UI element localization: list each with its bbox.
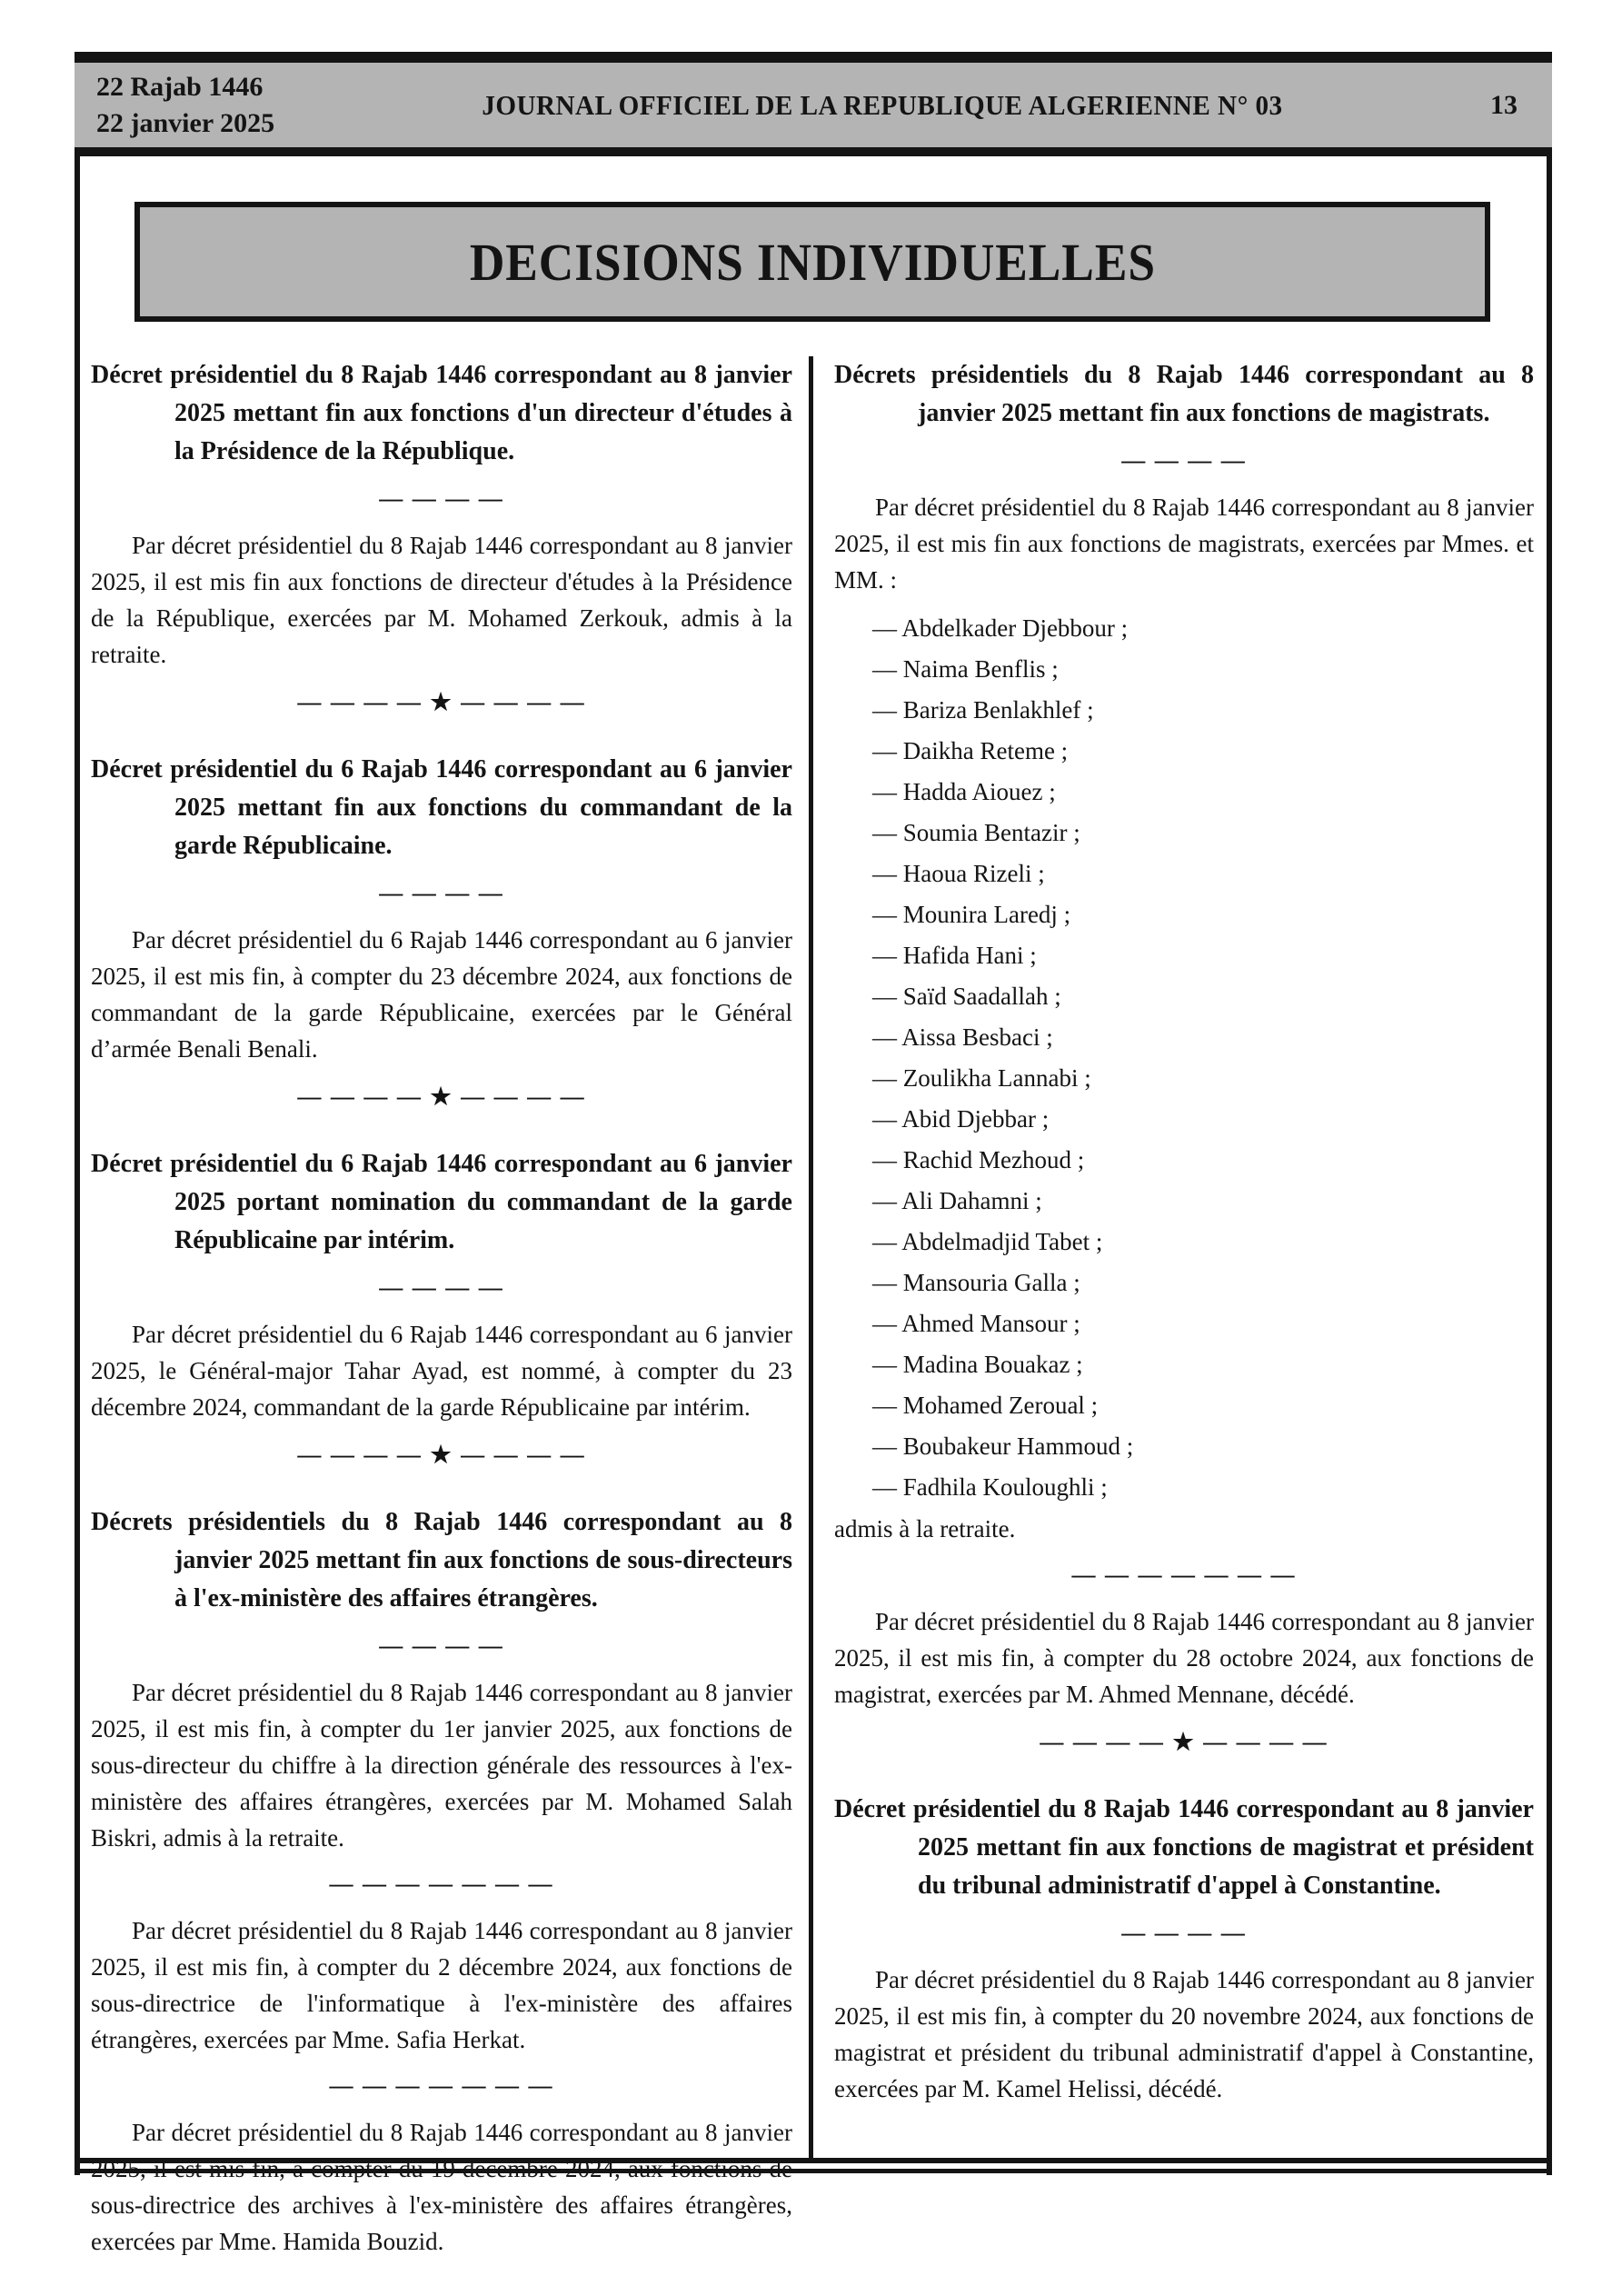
- decree-heading: Décret présidentiel du 6 Rajab 1446 correspondant au 6 janvier 2025 mettant fin aux fonctions du commandant de la garde Républicaine.: [91, 755, 792, 860]
- right-column: [834, 356, 1534, 2107]
- separator-dashes: — — — —: [379, 880, 504, 906]
- decree-paragraph: Par décret présidentiel du 8 Rajab 1446 correspondant au 8 janvier 2025, il est mis fin aux fonctions de directeur d'études à la Présidence de la République, exercées par M. Mohamed Zerkouk, admis à la retraite.: [91, 532, 792, 668]
- separator-dashes-long: — — — — — — —: [329, 2072, 554, 2099]
- separator-star: — — — — ★ — — — —: [297, 1442, 586, 1468]
- decree-paragraph: Par décret présidentiel du 8 Rajab 1446 correspondant au 8 janvier 2025, il est mis fin, à compter du 19 décembre 2024, aux fonctions de sous-directrice des archives à l'ex-ministère des affaires étrangères, exercées par Mme. Hamida Bouzid.: [91, 2119, 792, 2255]
- separator-dashes: — — — —: [379, 1274, 504, 1301]
- list-item: — Mansouria Galla ;: [872, 1269, 1080, 1296]
- page-number: 13: [1490, 89, 1518, 120]
- list-item: — Zoulikha Lannabi ;: [872, 1064, 1091, 1092]
- list-item: — Madina Bouakaz ;: [872, 1351, 1083, 1378]
- decree-paragraph: Par décret présidentiel du 8 Rajab 1446 correspondant au 8 janvier 2025, il est mis fin, à compter du 1er janvier 2025, aux fonctions de sous-directeur du chiffre à la direction générale des ressources à l'ex-ministère des affaires étrangères, exercées par M. Mohamed Salah Biskri, admis à la retraite.: [91, 1679, 792, 1852]
- list-item: — Aissa Besbaci ;: [872, 1023, 1053, 1051]
- page-border-right: [1547, 52, 1552, 2175]
- left-column: [91, 356, 792, 2260]
- list-item: — Ali Dahamni ;: [872, 1187, 1042, 1214]
- magistrates-list: [834, 611, 1534, 1505]
- decree-paragraph: Par décret présidentiel du 8 Rajab 1446 correspondant au 8 janvier 2025, il est mis fin, à compter du 2 décembre 2024, aux fonctions de sous-directrice de l'informatique à l'ex-ministère des affaires étrangères, exercées par Mme. Safia Herkat.: [91, 1917, 792, 2053]
- list-item: — Naima Benflis ;: [872, 655, 1059, 683]
- decree-paragraph: Par décret présidentiel du 6 Rajab 1446 correspondant au 6 janvier 2025, le Général-major Tahar Ayad, est nommé, à compter du 23 décembre 2024, commandant de la garde Républicaine par intérim.: [91, 1321, 792, 1421]
- list-item: — Abid Djebbar ;: [872, 1105, 1050, 1133]
- list-item: — Abdelkader Djebbour ;: [872, 614, 1129, 642]
- decree-paragraph: Par décret présidentiel du 6 Rajab 1446 correspondant au 6 janvier 2025, il est mis fin, à compter du 23 décembre 2024, aux fonctions de commandant de la garde Républicaine, exercées par le Général d’armée Benali Benali.: [91, 926, 792, 1063]
- separator-dashes: — — — —: [1121, 447, 1247, 474]
- list-item: — Boubakeur Hammoud ;: [872, 1433, 1134, 1460]
- list-item: — Abdelmadjid Tabet ;: [872, 1228, 1103, 1255]
- list-item: — Fadhila Kouloughli ;: [872, 1473, 1108, 1501]
- list-item: — Haoua Rizeli ;: [872, 860, 1045, 887]
- decree-heading: Décret présidentiel du 8 Rajab 1446 correspondant au 8 janvier 2025 mettant fin aux fonctions de magistrat et président du tribunal administratif d'appel à Constantine.: [834, 1795, 1534, 1900]
- decree-heading: Décrets présidentiels du 8 Rajab 1446 correspondant au 8 janvier 2025 mettant fin aux fonctions de magistrats.: [834, 361, 1534, 427]
- list-item: — Bariza Benlakhlef ;: [872, 696, 1094, 724]
- decree-heading: Décret présidentiel du 8 Rajab 1446 correspondant au 8 janvier 2025 mettant fin aux fonctions d'un directeur d'études à la Présidence de la République.: [91, 361, 792, 465]
- list-item: — Hafida Hani ;: [872, 942, 1037, 969]
- separator-star: — — — — ★ — — — —: [1040, 1729, 1328, 1755]
- separator-star: — — — — ★ — — — —: [297, 1083, 586, 1110]
- section-banner: [134, 202, 1490, 322]
- separator-star: — — — — ★ — — — —: [297, 689, 586, 715]
- section-banner-title: DECISIONS INDIVIDUELLES: [469, 232, 1156, 292]
- list-closing-line: admis à la retraite.: [834, 1515, 1016, 1542]
- column-divider: [809, 356, 813, 2160]
- decree-heading: Décrets présidentiels du 8 Rajab 1446 correspondant au 8 janvier 2025 mettant fin aux fonctions de sous-directeurs à l'ex-ministère des affaires étrangères.: [91, 1508, 792, 1612]
- list-item: — Rachid Mezhoud ;: [872, 1146, 1085, 1173]
- hijri-date: 22 Rajab 1446: [96, 71, 264, 102]
- page-header: [75, 52, 1552, 156]
- list-item: — Hadda Aiouez ;: [872, 778, 1056, 805]
- separator-dashes: — — — —: [1121, 1920, 1247, 1946]
- list-item: — Daikha Reteme ;: [872, 737, 1069, 764]
- list-item: — Saïd Saadallah ;: [872, 983, 1061, 1010]
- page-border-left: [75, 52, 80, 2175]
- decree-paragraph: Par décret présidentiel du 8 Rajab 1446 correspondant au 8 janvier 2025, il est mis fin, à compter du 28 octobre 2024, aux fonctions de magistrat, exercées par M. Ahmed Mennane, décédé.: [834, 1608, 1534, 1708]
- decree-paragraph: Par décret présidentiel du 8 Rajab 1446 correspondant au 8 janvier 2025, il est mis fin, à compter du 20 novembre 2024, aux fonctions de magistrat et président du tribunal administratif d'appel à Constantine, exercées par M. Kamel Helissi, décédé.: [834, 1966, 1534, 2102]
- separator-dashes: — — — —: [379, 1632, 504, 1659]
- journal-title: JOURNAL OFFICIEL DE LA REPUBLIQUE ALGERIENNE N° 03: [482, 88, 1283, 121]
- separator-dashes: — — — —: [379, 485, 504, 512]
- list-item: — Soumia Bentazir ;: [872, 819, 1080, 846]
- decree-heading: Décret présidentiel du 6 Rajab 1446 correspondant au 6 janvier 2025 portant nomination du commandant de la garde Républicaine par intérim.: [91, 1150, 792, 1254]
- separator-dashes-long: — — — — — — —: [1071, 1562, 1297, 1588]
- list-item: — Mounira Laredj ;: [872, 901, 1071, 928]
- list-item: — Mohamed Zeroual ;: [872, 1392, 1099, 1419]
- separator-dashes-long: — — — — — — —: [329, 1871, 554, 1897]
- gregorian-date: 22 janvier 2025: [96, 107, 275, 138]
- decree-paragraph: Par décret présidentiel du 8 Rajab 1446 correspondant au 8 janvier 2025, il est mis fin aux fonctions de magistrats, exercées par Mmes. et MM. :: [834, 494, 1534, 594]
- list-item: — Ahmed Mansour ;: [872, 1310, 1080, 1337]
- header-dates: [96, 69, 274, 142]
